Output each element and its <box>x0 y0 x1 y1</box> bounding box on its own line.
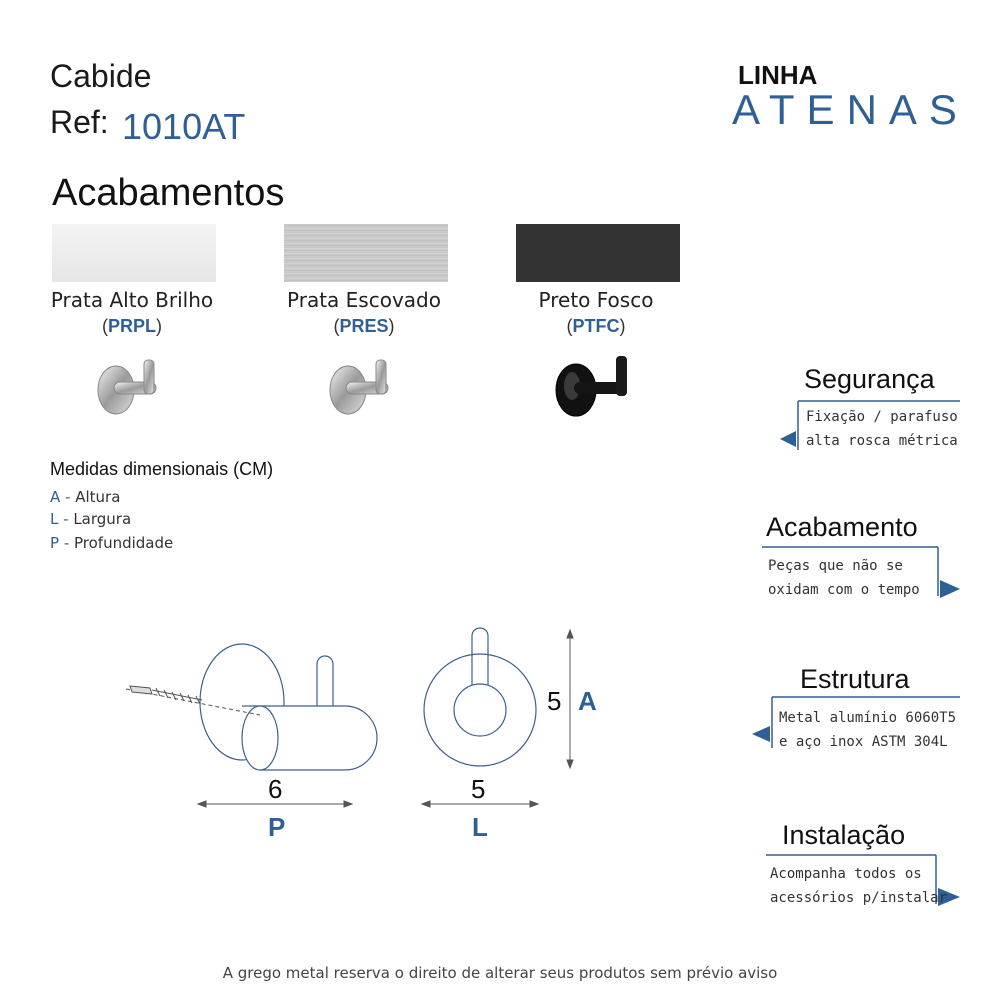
product-name: Cabide <box>50 58 152 94</box>
swatch-polished-silver <box>52 224 216 282</box>
front-view <box>424 628 536 766</box>
finish-name: Prata Alto Brilho <box>50 288 214 312</box>
footer-disclaimer: A grego metal reserva o direito de alterar seus produtos sem prévio aviso <box>222 964 778 982</box>
feature-text-finish: Peças que não se oxidam com o tempo <box>768 558 920 598</box>
depth-value: 6 <box>268 774 283 804</box>
feature-text-security: Fixação / parafuso alta rosca métrica <box>806 409 958 449</box>
finishes-title: Acabamentos <box>52 172 285 214</box>
depth-key: P <box>268 812 286 842</box>
feature-title-structure: Estrutura <box>800 664 910 694</box>
technical-drawing <box>110 620 610 850</box>
feature-title-security: Segurança <box>804 364 935 394</box>
width-value: 5 <box>471 774 486 804</box>
hook-polished-image <box>88 352 178 422</box>
finish-code: (PTFC) <box>566 316 626 336</box>
finish-name: Preto Fosco <box>538 288 654 312</box>
legend-width: L - Largura <box>50 510 132 528</box>
feature-title-installation: Instalação <box>782 820 906 850</box>
line-name: ATENAS <box>732 86 969 133</box>
height-value: 5 <box>547 686 562 716</box>
side-view <box>200 644 377 770</box>
hook-brushed-image <box>320 352 410 422</box>
ref-code: 1010AT <box>122 106 246 147</box>
width-key: L <box>472 812 488 842</box>
ref-label: Ref: <box>50 104 109 140</box>
swatch-matte-black <box>516 224 680 282</box>
finish-code: (PRES) <box>333 316 395 336</box>
legend-depth: P - Profundidade <box>50 534 174 552</box>
finish-code: (PRPL) <box>101 316 162 336</box>
finish-name: Prata Escovado <box>287 288 441 312</box>
line-label: LINHA <box>738 60 818 90</box>
hook-black-image <box>548 352 638 422</box>
measures-title: Medidas dimensionais (CM) <box>50 459 274 479</box>
feature-text-structure: Metal alumínio 6060T5 e aço inox ASTM 304L <box>779 710 957 750</box>
swatch-brushed-silver <box>284 224 448 282</box>
feature-text-installation: Acompanha todos os acessórios p/instalar <box>770 866 948 906</box>
feature-title-finish: Acabamento <box>766 512 918 542</box>
legend-height: A - Altura <box>50 488 121 506</box>
height-key: A <box>578 686 597 716</box>
